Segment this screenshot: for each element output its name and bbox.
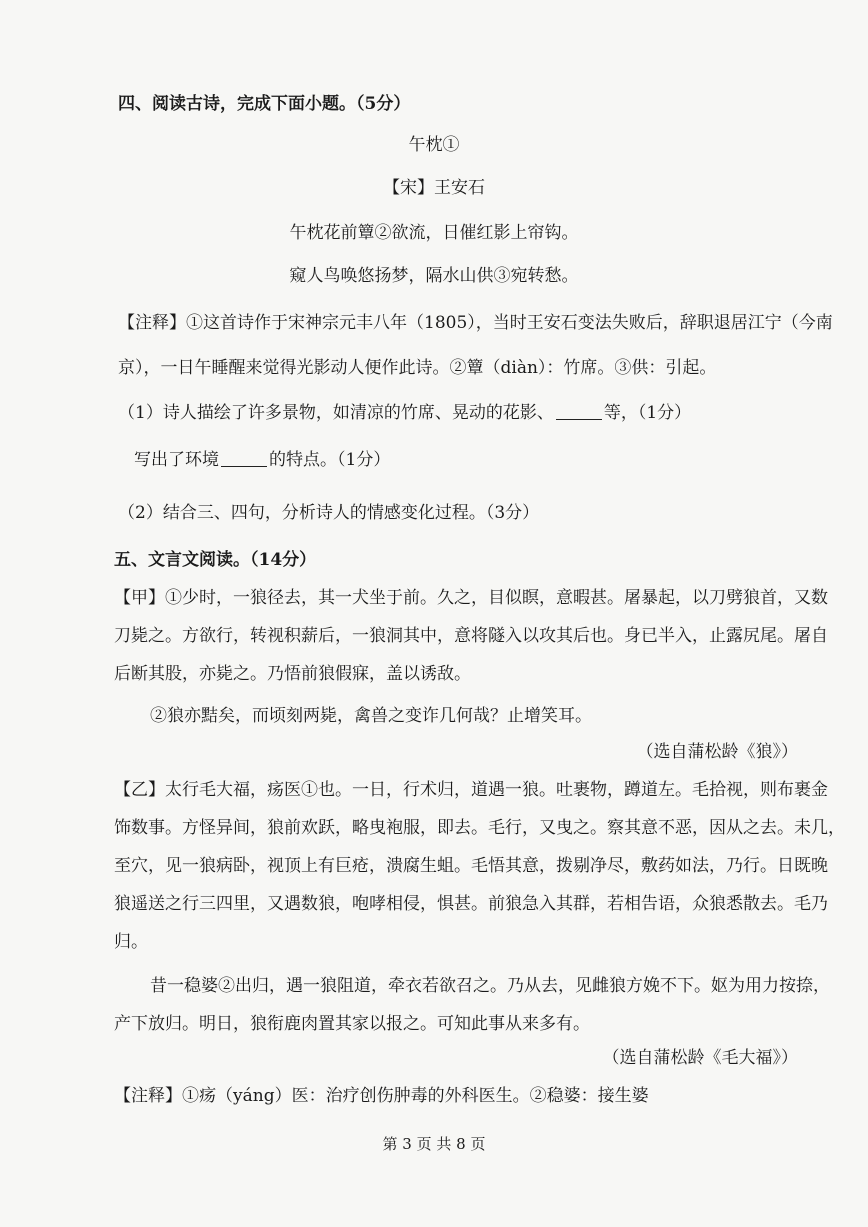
passage-yi-line: 至穴，见一狼病卧，视顶上有巨疮，溃腐生蛆。毛悟其意，拨剔净尽，敷药如法，乃行。日既晚 <box>114 856 828 876</box>
section4-heading: 四、阅读古诗，完成下面小题。（5分） <box>118 94 411 114</box>
passage-jia-line: ②狼亦黠矣，而顷刻两毙，禽兽之变诈几何哉？止增笑耳。 <box>150 706 592 726</box>
poem-title: 午枕① <box>408 135 460 155</box>
poem-line-1: 午枕花前簟②欲流，日催红影上帘钩。 <box>289 223 579 243</box>
passage-yi-line: 归。 <box>114 932 148 952</box>
question-1-cont-text: 写出了环境 <box>134 450 219 470</box>
section5-heading: 五、文言文阅读。（14分） <box>114 550 317 570</box>
passage-jia-line: 刀毙之。方欲行，转视积薪后，一狼洞其中，意将隧入以攻其后也。身已半入，止露尻尾。屠自 <box>114 626 828 646</box>
question-1-cont-text-end: 的特点。（1分） <box>269 450 391 470</box>
poem-notes-line-2: 京），一日午睡醒来觉得光影动人便作此诗。②簟（diàn）：竹席。③供：引起。 <box>118 358 717 378</box>
answer-blank[interactable] <box>556 401 602 420</box>
poem-line-2: 窥人鸟唤悠扬梦，隔水山供③宛转愁。 <box>289 266 579 286</box>
passage-yi-line: 昔一稳婆②出归，遇一狼阻道，牵衣若欲召之。乃从去，见雌狼方娩不下。妪为用力按捺， <box>150 976 830 996</box>
page-number: 第 3 页 共 8 页 <box>382 1135 486 1153</box>
passage-notes: 【注释】①疡（yáng）医：治疗创伤肿毒的外科医生。②稳婆：接生婆 <box>114 1086 649 1106</box>
passage-yi-line: 饰数事。方怪异间，狼前欢跃，略曳袍服，即去。毛行，又曳之。察其意不恶，因从之去。未几， <box>114 818 845 838</box>
passage-yi-source: （选自蒲松龄《毛大福》） <box>602 1048 798 1068</box>
passage-jia-source: （选自蒲松龄《狼》） <box>636 742 798 762</box>
passage-jia-line: 后断其股，亦毙之。乃悟前狼假寐，盖以诱敌。 <box>114 664 471 684</box>
passage-jia-line: 【甲】①少时，一狼径去，其一犬坐于前。久之，目似瞑，意暇甚。屠暴起，以刀劈狼首，又数 <box>114 588 828 608</box>
question-1-continued <box>134 448 390 472</box>
question-1-text: （1）诗人描绘了许多景物，如清凉的竹席、晃动的花影、 <box>118 403 554 423</box>
passage-yi-line: 【乙】太行毛大福，疡医①也。一日，行术归，道遇一狼。吐裹物，蹲道左。毛拾视，则布裹金 <box>114 780 828 800</box>
question-2: （2）结合三、四句，分析诗人的情感变化过程。（3分） <box>118 503 540 523</box>
question-1 <box>118 401 691 425</box>
poem-author: 【宋】王安石 <box>383 178 485 198</box>
passage-yi-line: 产下放归。明日，狼衔鹿肉置其家以报之。可知此事从来多有。 <box>114 1014 590 1034</box>
question-1-text-end: 等，（1分） <box>603 403 692 423</box>
passage-yi-line: 狼遥送之行三四里，又遇数狼，咆哮相侵，惧甚。前狼急入其群，若相告语，众狼悉散去。毛乃 <box>114 894 828 914</box>
answer-blank[interactable] <box>221 448 267 467</box>
poem-notes-line-1: 【注释】①这首诗作于宋神宗元丰八年（1805），当时王安石变法失败后，辞职退居江宁（今南 <box>118 313 833 333</box>
